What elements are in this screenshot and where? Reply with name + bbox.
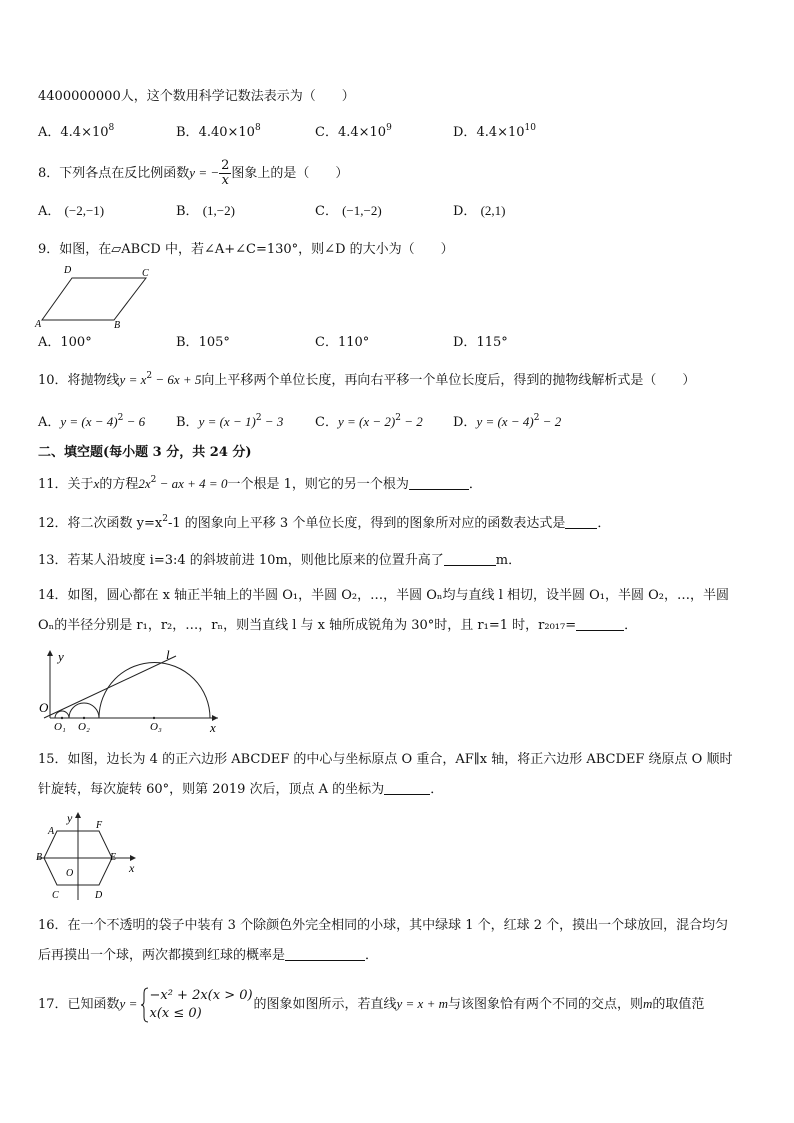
q7-option-d: D．$4.4\times 10^{10}$ (453, 123, 536, 140)
q7-option-b: B．$4.40\times 10^8$ (176, 123, 261, 140)
q14-label-l: l (166, 647, 170, 662)
q10-option-a: A．$y = (x - 4)^2 - 6$ (38, 413, 146, 430)
q9-option-a: A．100° (38, 335, 92, 350)
q15-label-a: A (48, 826, 55, 837)
q14-label-o3: O₃ (150, 721, 162, 732)
q16-answer-blank[interactable] (285, 948, 365, 961)
q10-option-c: C．$y = (x - 2)^2 - 2$ (315, 413, 423, 430)
q17-brace-icon (141, 987, 149, 1023)
q15-answer-blank[interactable] (384, 782, 430, 795)
q15-label-d: D (95, 890, 103, 901)
q15-stem-line2: 针旋转，每次旋转 60°，则第 2019 次后，顶点 A 的坐标为 ． (38, 782, 444, 797)
q16-stem-line1: 16．在一个不透明的袋子中装有 3 个除颜色外完全相同的小球，其中绿球 1 个，红球 2 个，摸出一个球放回，混合均匀 (38, 918, 729, 933)
q14-label-x: x (210, 720, 216, 732)
q15-label-f: F (96, 820, 103, 831)
q14-label-y: y (58, 649, 64, 664)
q8-option-b: B． (1,−2) (176, 203, 235, 219)
q10-stem: 10．将抛物线$y = x^2 - 6x + 5$向上平移两个单位长度，再向右平移一个单位长度后，得到的抛物线解析式是（ ） (38, 371, 696, 388)
q15-stem-line1: 15．如图，边长为 4 的正六边形 ABCDEF 的中心与坐标原点 O 重合，AF∥x 轴，将正六边形 ABCDEF 绕原点 O 顺时 (38, 752, 733, 767)
q15-label-y: y (67, 811, 73, 825)
q14-label-o2: O₂ (78, 721, 90, 732)
q15-label-b: B (36, 852, 43, 863)
q9-option-b: B．105° (176, 335, 230, 350)
q13-answer-blank[interactable] (444, 553, 496, 566)
q10-option-d: D．$y = (x - 4)^2 - 2$ (453, 413, 562, 430)
q7-stem: 4400000000人，这个数用科学记数法表示为（ ） (38, 89, 355, 104)
q15-hexagon-figure (34, 810, 142, 904)
q8-option-a: A． (−2,−1) (38, 203, 105, 219)
section-heading: 二、填空题(每小题 3 分，共 24 分) (38, 445, 252, 460)
q14-stem-line2: Oₙ的半径分别是 r₁，r₂，…，rₙ，则当直线 l 与 x 轴所成锐角为 30°时，且 r₁=1 时，r₂₀₁₇= ． (38, 618, 638, 633)
q14-label-o1: O₁ (54, 721, 66, 732)
q8-option-d: D． (2,1) (453, 203, 506, 219)
q17-stem: 17．已知函数y = −x² + 2x(x > 0) x(x ≤ 0) 的图象如图所示，若直线y = x + m与该图象恰有两个不同的交点，则m的取值范 (38, 987, 705, 1021)
q13-stem: 13．若某人沿坡度 i=3:4 的斜坡前进 10m，则他比原来的位置升高了 m． (38, 553, 522, 568)
q16-stem-line2: 后再摸出一个球，两次都摸到红球的概率是 ． (38, 948, 379, 963)
q9-label-d: D (64, 265, 72, 276)
q8-fraction: $\frac{2}{x}$ (221, 158, 230, 188)
q11-stem: 11．关于x的方程$2x^2$ − ax + 4 = 0一个根是 1，则它的另一个根为 ． (38, 475, 482, 492)
q15-label-x: x (129, 861, 135, 875)
q14-label-o: O (39, 700, 49, 715)
q7-option-c: C．$4.4\times 10^9$ (315, 123, 392, 140)
q11-answer-blank[interactable] (409, 477, 469, 490)
q9-stem: 9．如图，在▱ABCD 中，若∠A+∠C=130°，则∠D 的大小为（ ） (38, 242, 454, 257)
q9-label-b: B (114, 320, 121, 331)
q9-parallelogram-figure (34, 262, 164, 332)
q14-stem-line1: 14．如图，圆心都在 x 轴正半轴上的半圆 O₁，半圆 O₂，…，半圆 Oₙ均与直线 l 相切，设半圆 O₁，半圆 O₂，…，半圆 (38, 588, 729, 603)
q10-option-b: B．$y = (x - 1)^2 - 3$ (176, 413, 284, 430)
q14-answer-blank[interactable] (576, 618, 624, 631)
q15-label-c: C (52, 890, 59, 901)
q9-label-a: A (35, 319, 42, 330)
q17-piecewise: −x² + 2x(x > 0) x(x ≤ 0) (149, 987, 253, 1021)
q7-option-a: A．$4.4\times 10^8$ (38, 123, 115, 140)
q9-label-c: C (142, 268, 149, 279)
q9-option-d: D．115° (453, 335, 508, 350)
q8-option-c: C． (−1,−2) (315, 203, 382, 219)
q14-semicircle-figure (38, 646, 228, 732)
q15-label-o: O (66, 868, 74, 879)
q12-answer-blank[interactable] (565, 516, 597, 529)
q12-stem: 12．将二次函数 $y=x^2-1$ 的图象向上平移 3 个单位长度，得到的图象所对应的函数表达式是 ． (38, 514, 611, 531)
q9-option-c: C．110° (315, 335, 370, 350)
q15-label-e: E (110, 852, 117, 863)
q8-stem: 8．下列各点在反比例函数y = − $\frac{2}{x}$ 图象上的是（ ） (38, 158, 349, 188)
